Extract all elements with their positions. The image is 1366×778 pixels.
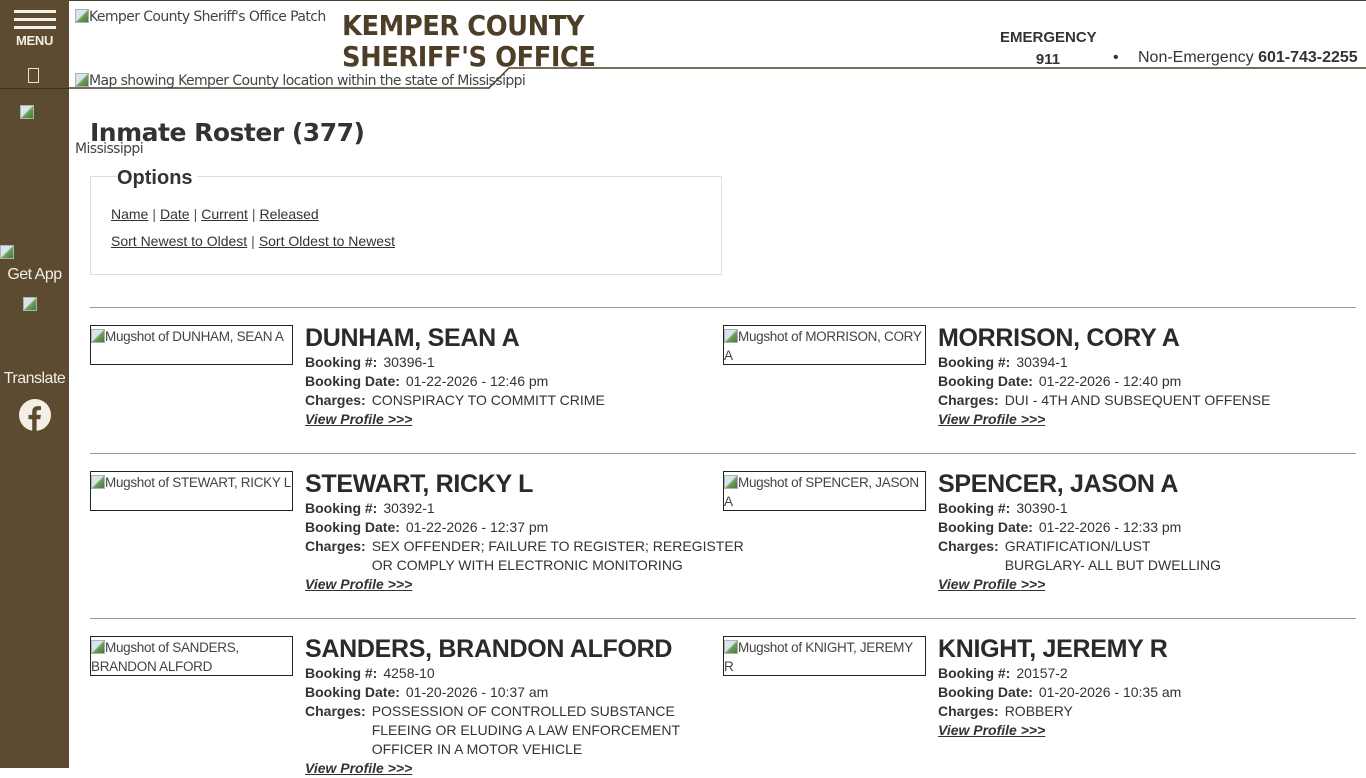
booking-date: 01-22-2026 - 12:40 pm bbox=[1038, 373, 1182, 389]
broken-image-icon bbox=[75, 73, 89, 87]
filter-released-link[interactable]: Released bbox=[259, 206, 319, 222]
inmate-name: SANDERS, BRANDON ALFORD bbox=[305, 635, 673, 663]
filter-name-link[interactable]: Name bbox=[111, 206, 149, 222]
broken-image-icon bbox=[724, 329, 738, 343]
mugshot-image[interactable]: Mugshot of KNIGHT, JEREMY R bbox=[723, 636, 926, 676]
broken-image-icon bbox=[724, 475, 738, 489]
hamburger-icon bbox=[14, 10, 56, 34]
view-profile-link[interactable]: View Profile >>> bbox=[938, 411, 1046, 427]
options-legend: Options bbox=[117, 167, 197, 190]
bullet-separator: • bbox=[1113, 49, 1119, 66]
broken-image-icon bbox=[91, 329, 105, 343]
sort-newest-link[interactable]: Sort Newest to Oldest bbox=[111, 233, 248, 249]
header-top-border bbox=[69, 0, 1366, 1]
app-image-icon bbox=[20, 105, 34, 119]
booking-number: 4258-10 bbox=[383, 665, 435, 681]
booking-number: 20157-2 bbox=[1016, 665, 1068, 681]
charges-list: DUI - 4TH AND SUBSEQUENT OFFENSE bbox=[1004, 392, 1271, 408]
options-panel bbox=[90, 176, 722, 275]
sidebar bbox=[0, 0, 69, 768]
sort-links: Sort Newest to Oldest | Sort Oldest to Newest bbox=[111, 233, 395, 249]
charges-list: CONSPIRACY TO COMMITT CRIME bbox=[371, 392, 605, 408]
sheriff-patch-image[interactable]: Kemper County Sheriff's Office Patch bbox=[75, 9, 326, 25]
mugshot-image[interactable]: Mugshot of MORRISON, CORY A bbox=[723, 325, 926, 365]
state-label: Mississippi bbox=[75, 141, 143, 157]
emergency-contact[interactable]: EMERGENCY 911 bbox=[1000, 29, 1097, 68]
get-app-link[interactable]: Get App bbox=[7, 266, 62, 283]
inmate-name: KNIGHT, JEREMY R bbox=[938, 635, 1168, 663]
divider bbox=[90, 307, 1356, 308]
site-title[interactable]: KEMPER COUNTY SHERIFF'S OFFICE bbox=[342, 9, 596, 73]
booking-date: 01-20-2026 - 10:37 am bbox=[405, 684, 549, 700]
booking-number: 30390-1 bbox=[1016, 500, 1068, 516]
sort-oldest-link[interactable]: Sort Oldest to Newest bbox=[258, 233, 395, 249]
booking-number: 30396-1 bbox=[383, 354, 435, 370]
menu-button[interactable] bbox=[0, 0, 69, 68]
view-profile-link[interactable]: View Profile >>> bbox=[938, 576, 1046, 592]
booking-date: 01-20-2026 - 10:35 am bbox=[1038, 684, 1182, 700]
sidebar-divider bbox=[0, 88, 69, 89]
translate-link[interactable]: Translate bbox=[3, 370, 66, 387]
page-title: Inmate Roster (377) bbox=[90, 118, 365, 147]
divider bbox=[90, 453, 1356, 454]
inmate-name: STEWART, RICKY L bbox=[305, 470, 534, 498]
charges-list: ROBBERY bbox=[1004, 703, 1073, 719]
broken-image-icon bbox=[91, 640, 105, 654]
broken-image-icon bbox=[91, 475, 105, 489]
translate-image-icon bbox=[23, 297, 37, 311]
app-store-image-icon bbox=[0, 245, 14, 259]
view-profile-link[interactable]: View Profile >>> bbox=[305, 576, 413, 592]
inmate-name: SPENCER, JASON A bbox=[938, 470, 1179, 498]
mugshot-image[interactable]: Mugshot of STEWART, RICKY L bbox=[90, 471, 293, 511]
view-profile-link[interactable]: View Profile >>> bbox=[938, 722, 1046, 738]
broken-image-icon bbox=[724, 640, 738, 654]
filter-date-link[interactable]: Date bbox=[160, 206, 190, 222]
broken-image-icon bbox=[75, 9, 89, 23]
mugshot-image[interactable]: Mugshot of DUNHAM, SEAN A bbox=[90, 325, 293, 365]
filter-links: Name | Date | Current | Released bbox=[111, 206, 319, 222]
divider bbox=[90, 618, 1356, 619]
mugshot-image[interactable]: Mugshot of SPENCER, JASON A bbox=[723, 471, 926, 511]
booking-date: 01-22-2026 - 12:46 pm bbox=[405, 373, 549, 389]
booking-date: 01-22-2026 - 12:33 pm bbox=[1038, 519, 1182, 535]
filter-current-link[interactable]: Current bbox=[201, 206, 248, 222]
facebook-icon[interactable] bbox=[19, 399, 51, 431]
inmate-name: MORRISON, CORY A bbox=[938, 324, 1180, 352]
booking-number: 30392-1 bbox=[383, 500, 435, 516]
non-emergency-contact[interactable]: Non-Emergency 601-743-2255 bbox=[1138, 49, 1358, 66]
view-profile-link[interactable]: View Profile >>> bbox=[305, 760, 413, 776]
inmate-name: DUNHAM, SEAN A bbox=[305, 324, 520, 352]
view-profile-link[interactable]: View Profile >>> bbox=[305, 411, 413, 427]
charges-list: GRATIFICATION/LUST BURGLARY- ALL BUT DWELLING bbox=[1004, 538, 1221, 573]
search-toggle-icon[interactable] bbox=[28, 68, 39, 83]
charges-list: SEX OFFENDER; FAILURE TO REGISTER; REREGISTER OR COMPLY WITH ELECTRONIC MONITORING bbox=[371, 538, 744, 573]
mugshot-image[interactable]: Mugshot of SANDERS, BRANDON ALFORD bbox=[90, 636, 293, 676]
county-map-image: Map showing Kemper County location within the state of Mississippi bbox=[75, 73, 525, 89]
booking-number: 30394-1 bbox=[1016, 354, 1068, 370]
charges-list: POSSESSION OF CONTROLLED SUBSTANCE FLEEING OR ELUDING A LAW ENFORCEMENT OFFICER IN A MOTOR VEHICLE bbox=[371, 703, 680, 757]
booking-date: 01-22-2026 - 12:37 pm bbox=[405, 519, 549, 535]
menu-label: MENU bbox=[15, 33, 54, 48]
